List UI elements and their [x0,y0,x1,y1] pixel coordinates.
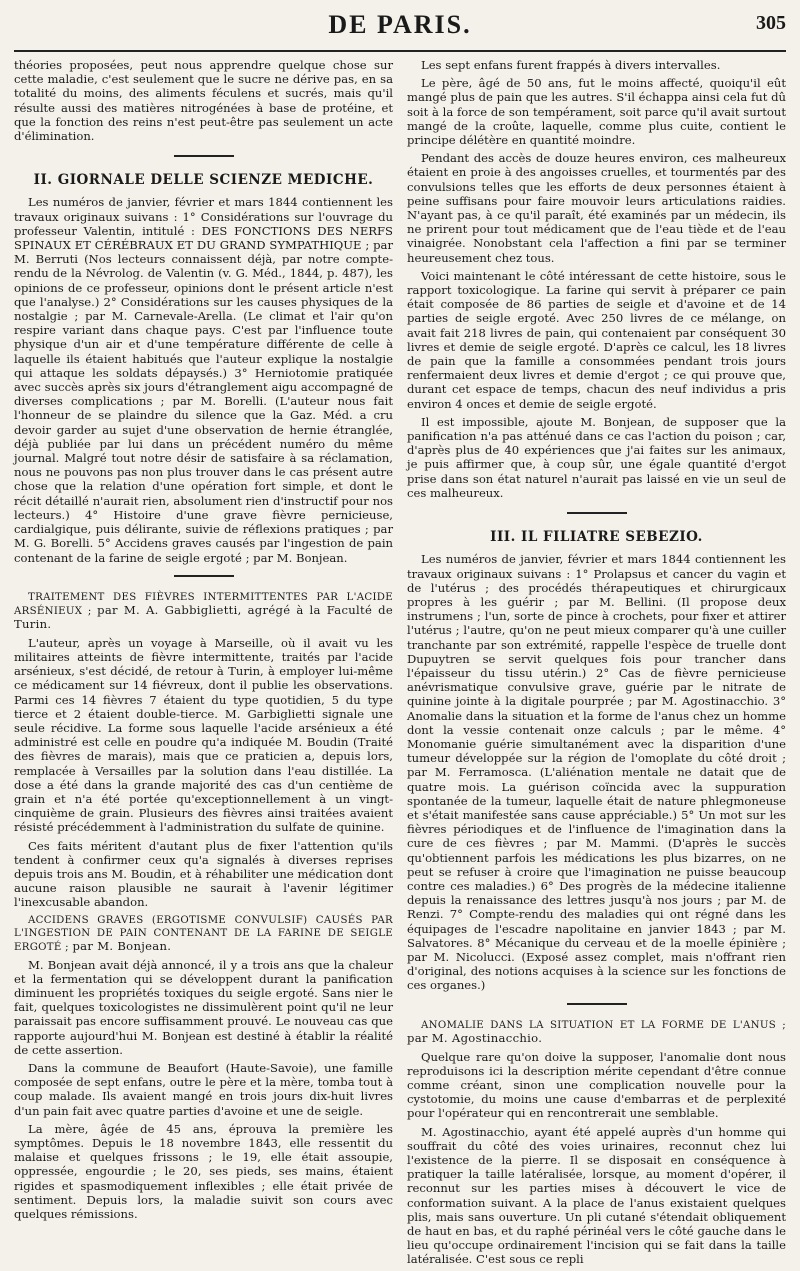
article-author: par M. A. Gabbiglietti, agrégé à la Faculté de Turin. [14,602,393,631]
paragraph: L'auteur, après un voyage à Marseille, où il avait vu les militaires atteints de fièvre intermittente, traités par l'acide arsénieux, s'est décidé, de retour à Turin, à employer lui-même ce médicament sur 14 fiévreux, dont il publie les observations. Parmi ces 14 fièvres 7 étaient du type quotidien, 5 du type tierce et 2 étaient double-tierce. M. Garbiglietti signale une seule récidive. La forme sous laquelle l'acide arsénieux a été administré est celle en poudre qu'a indiquée M. Boudin (Traité des fièvres de marais), mais que ce praticien a, depuis lors, remplacée à Versailles par la solution dans l'eau distillée. La dose a été dans la grande majorité des cas d'un centième de grain et n'a été portée qu'exceptionnellement à un vingt-cinquième de grain. Plusieurs des fièvres ainsi traitées avaient résisté précédemment à l'administration du sulfate de quinine. [14,635,393,835]
paragraph: Quelque rare qu'on doive la supposer, l'anomalie dont nous reproduisons ici la description mérite cependant d'être connue comme créant, sinon une complication nouvelle pour la cystotomie, du moins une cause d'embarras et de perplexité pour l'opérateur qui en rencontrerait une semblable. [407,1049,786,1121]
paragraph: Ces faits méritent d'autant plus de fixer l'attention qu'ils tendent à confirmer ceux qu'a signalés à diverses reprises depuis trois ans M. Boudin, et à réhabiliter une médication dont aucune raison plausible ne saurait à l'avenir légitimer l'inexcusable abandon. [14,838,393,910]
right-column [407,58,786,1271]
section-divider [174,575,234,577]
paragraph: Les numéros de janvier, février et mars 1844 contiennent les travaux originaux suivans : 1° Prolapsus et cancer du vagin et de l'utérus ; des procédés thérapeutiques et chirurgicaux propres à les guérir ; par M. Bellini. (Il propose deux instrumens ; l'un, sorte de pince à crochets, pour fixer et attirer l'utérus ; l'autre, qu'on ne peut mieux comparer qu'à une cuiller tranchante par son extrémité, rappelle l'espèce de truelle dont Dupuytren se servit quelques fois pour trancher dans l'épaisseur du tissu utérin.) 2° Cas de fièvre pernicieuse anévrismatique convulsive grave, guérie par le nitrate de quinine jointe à la digitale pourprée ; par M. Agostinacchio. 3° Anomalie dans la situation et la forme de l'anus chez un homme dont la vessie contenait onze calculs ; par le même. 4° Monomanie guérie simultanément avec la disparition d'une tumeur développée sur la région de l'omoplate du côté droit ; par M. Ferramosca. (L'aliénation mentale ne datait que de quatre mois. La guérison coïncida avec la suppuration spontanée de la tumeur, laquelle était de nature phlegmoneuse et s'était manifestée sans cause appréciable.) 5° Un mot sur les fièvres périodiques et de l'influence de l'imagination dans la cure de ces fièvres ; par M. Mammi. (D'après le succès qu'obtiennent parfois les médications les plus bizarres, on ne peut se refuser à croire que l'imagination ne puisse beaucoup contre ces maladies.) 6° Des progrès de la médecine italienne depuis la renaissance des lettres jusqu'à nos jours ; par M. de Renzi. 7° Compte-rendu des maladies qui ont régné dans les équipages de l'escadre napolitaine en janvier 1843 ; par M. Salvatores. 8° Mécanique du cerveau et de la moelle épinière ; par M. Nicolucci. (Exposé assez complet, mais n'offrant rien d'original, des notions acquises à la science sur les fonctions de ces organes.) [407,552,786,993]
paragraph: La mère, âgée de 45 ans, éprouva la première les symptômes. Depuis le 18 novembre 1843, elle ressentit du malaise et quelques frissons ; le 19, elle était assoupie, oppressée, engourdie ; le 20, ses pieds, ses mains, étaient rigides et spasmodiquement inflexibles ; elle était privée de sentiment. Depuis lors, la maladie suivit son cours avec quelques rémissions. [14,1121,393,1222]
text-columns [14,58,786,1271]
section-divider [174,155,234,157]
article-title-text: ACCIDENS GRAVES (ERGOTISME CONVULSIF) CAUSÉS PAR L'INGESTION DE PAIN CONTENANT DE LA FARINE DE SEIGLE ERGOTÉ ; [14,914,393,953]
section-divider [567,1003,627,1005]
paragraph: Le père, âgé de 50 ans, fut le moins affecté, quoiqu'il eût mangé plus de pain que les autres. S'il échappa ainsi cela fut dû soit à la force de son tempérament, soit parce qu'il avait surtout mangé de la croûte, laquelle, comme plus cuite, contient le principe délétère en quantité moindre. [407,76,786,148]
section-divider [567,512,627,514]
article-title [407,1019,786,1046]
article-title [14,914,393,954]
running-title: DE PARIS. [328,10,472,39]
paragraph: M. Agostinacchio, ayant été appelé auprès d'un homme qui souffrait du côté des voies urinaires, reconnut chez lui l'existence de la pierre. Il se disposait en conséquence à pratiquer la taille latéralisée, lorsque, au moment d'opérer, il reconnut sur les parties mises à découvert le vice de conformation suivant. A la place de l'anus existaient quelques plis, mais sans ouverture. Un pli cutané s'étendait obliquement de haut en bas, et du raphé périnéal vers le côté gauche dans le lieu qu'occupe ordinairement l'incision qui se fait dans la taille latéralisée. C'est sous ce repli [407,1124,786,1267]
paragraph: M. Bonjean avait déjà annoncé, il y a trois ans que la chaleur et la fermentation qui se développent durant la panification diminuent les propriétés toxiques du seigle ergoté. Sans nier le fait, quelques toxicologistes ne dissimulèrent point qu'il ne leur paraissait pas encore suffisamment prouvé. Le nouveau cas que rapporte aujourd'hui M. Bonjean est destiné à établir la réalité de cette assertion. [14,957,393,1057]
paragraph: Les sept enfans furent frappés à divers intervalles. [421,58,721,72]
left-column [14,58,393,1271]
paragraph: Pendant des accès de douze heures environ, ces malheureux étaient en proie à des angoisses cruelles, et tourmentés par des convulsions telles que les efforts de deux personnes étaient à peine suffisans pour faire mouvoir leurs articulations raidies. N'ayant pas, à ce qu'il paraît, été examinés par un médecin, ils ne prirent pour tout médicament que de l'eau tiède et de l'eau vinaigrée. Nonobstant cela l'affection a fini par se terminer heureusement chez tous. [407,151,786,265]
article-title-text: TRAITEMENT DES FIÈVRES INTERMITTENTES PAR L'ACIDE ARSÉNIEUX ; [14,591,393,617]
article-title [14,591,393,632]
section-title: III. IL FILIATRE SEBEZIO. [490,529,703,546]
article-author: par M. Bonjean. [72,938,172,953]
article-title-text: ANOMALIE DANS LA SITUATION ET LA FORME DE L'ANUS ; [421,1019,786,1031]
page-number: 305 [756,12,786,34]
paragraph: Il est impossible, ajoute M. Bonjean, de supposer que la panification n'a pas atténué dans ce cas l'action du poison ; car, d'après plus de 40 expériences que j'ai faites sur les animaux, je puis affirmer que, à coup sûr, une égale quantité d'ergot prise dans son état naturel n'aurait pas laissé en vie un seul de ces malheureux. [407,414,786,500]
paragraph: Voici maintenant le côté intéressant de cette histoire, sous le rapport toxicologique. La farine qui servit à préparer ce pain était composée de 86 parties de seigle et d'avoine et de 14 parties de seigle ergoté. Avec 250 livres de ce mélange, on avait fait 218 livres de pain, qui contenaient par conséquent 30 livres et demie de seigle ergoté. D'après ce calcul, les 18 livres de pain que la famille a consommées pendant trois jours renfermaient deux livres et demie d'ergot ; ce qui prouve que, durant cet espace de temps, chacun des neuf individus a pris environ 4 onces et demie de seigle ergoté. [407,268,786,411]
paragraph: Les numéros de janvier, février et mars 1844 contiennent les travaux originaux suivans : 1° Considérations sur l'ouvrage du professeur Valentin, intitulé : DES FONCTIONS DES NERFS SPINAUX ET CÉRÉBRAUX ET DU GRAND SYMPATHIQUE ; par M. Berruti (Nos lecteurs connaissent déjà, par notre compte-rendu de la Névrolog. de Valentin (v. G. Méd., 1844, p. 487), les opinions de ce professeur, opinions dont le présent article n'est que l'analyse.) 2° Considérations sur les causes physiques de la nostalgie ; par M. Carnevale-Arella. (Le climat et l'air qu'on respire variant dans chaque pays. C'est par l'influence toute physique d'un air et d'une température différente de celle à laquelle ils étaient habitués que l'auteur explique la nostalgie qui attaque les soldats dépaysés.) 3° Herniotomie pratiquée avec succès après six jours d'étranglement aigu accompagné de diverses complications ; par M. Borelli. (L'auteur nous fait l'honneur de se plaindre du silence que la Gaz. Méd. a cru devoir garder au sujet d'une observation de hernie étranglée, déjà publiée par lui dans un précédent numéro du même journal. Malgré tout notre désir de satisfaire à sa réclamation, nous ne pouvons pas non plus trouver dans le cas présent autre chose que la relation d'une opération fort simple, et dont le récit détaillé n'aurait rien, absolument rien d'instructif pour nos lecteurs.) 4° Histoire d'une grave fièvre pernicieuse, cardialgique, puis délirante, suivie de réflexions pratiques ; par M. G. Borelli. 5° Accidens graves causés par l'ingestion de pain contenant de la farine de seigle ergoté ; par M. Bonjean. [14,195,393,565]
paragraph: théories proposées, peut nous apprendre quelque chose sur cette maladie, c'est seulement que le sucre ne dérive pas, en sa totalité du moins, des aliments féculens et sucrés, mais qu'il résulte aussi des matières nitrogénées à base de protéine, et que la fonction des reins n'est peut-être pas seulement un acte d'élimination. [14,58,393,144]
section-title: II. GIORNALE DELLE SCIENZE MEDICHE. [33,172,374,189]
paragraph: Dans la commune de Beaufort (Haute-Savoie), une famille composée de sept enfans, outre le père et la mère, tomba tout à coup malade. Ils avaient mangé en trois jours dix-huit livres d'un pain fait avec quatre parties d'avoine et une de seigle. [14,1060,393,1118]
article-author: par M. Agostinacchio. [407,1030,543,1045]
page-header [14,10,786,52]
